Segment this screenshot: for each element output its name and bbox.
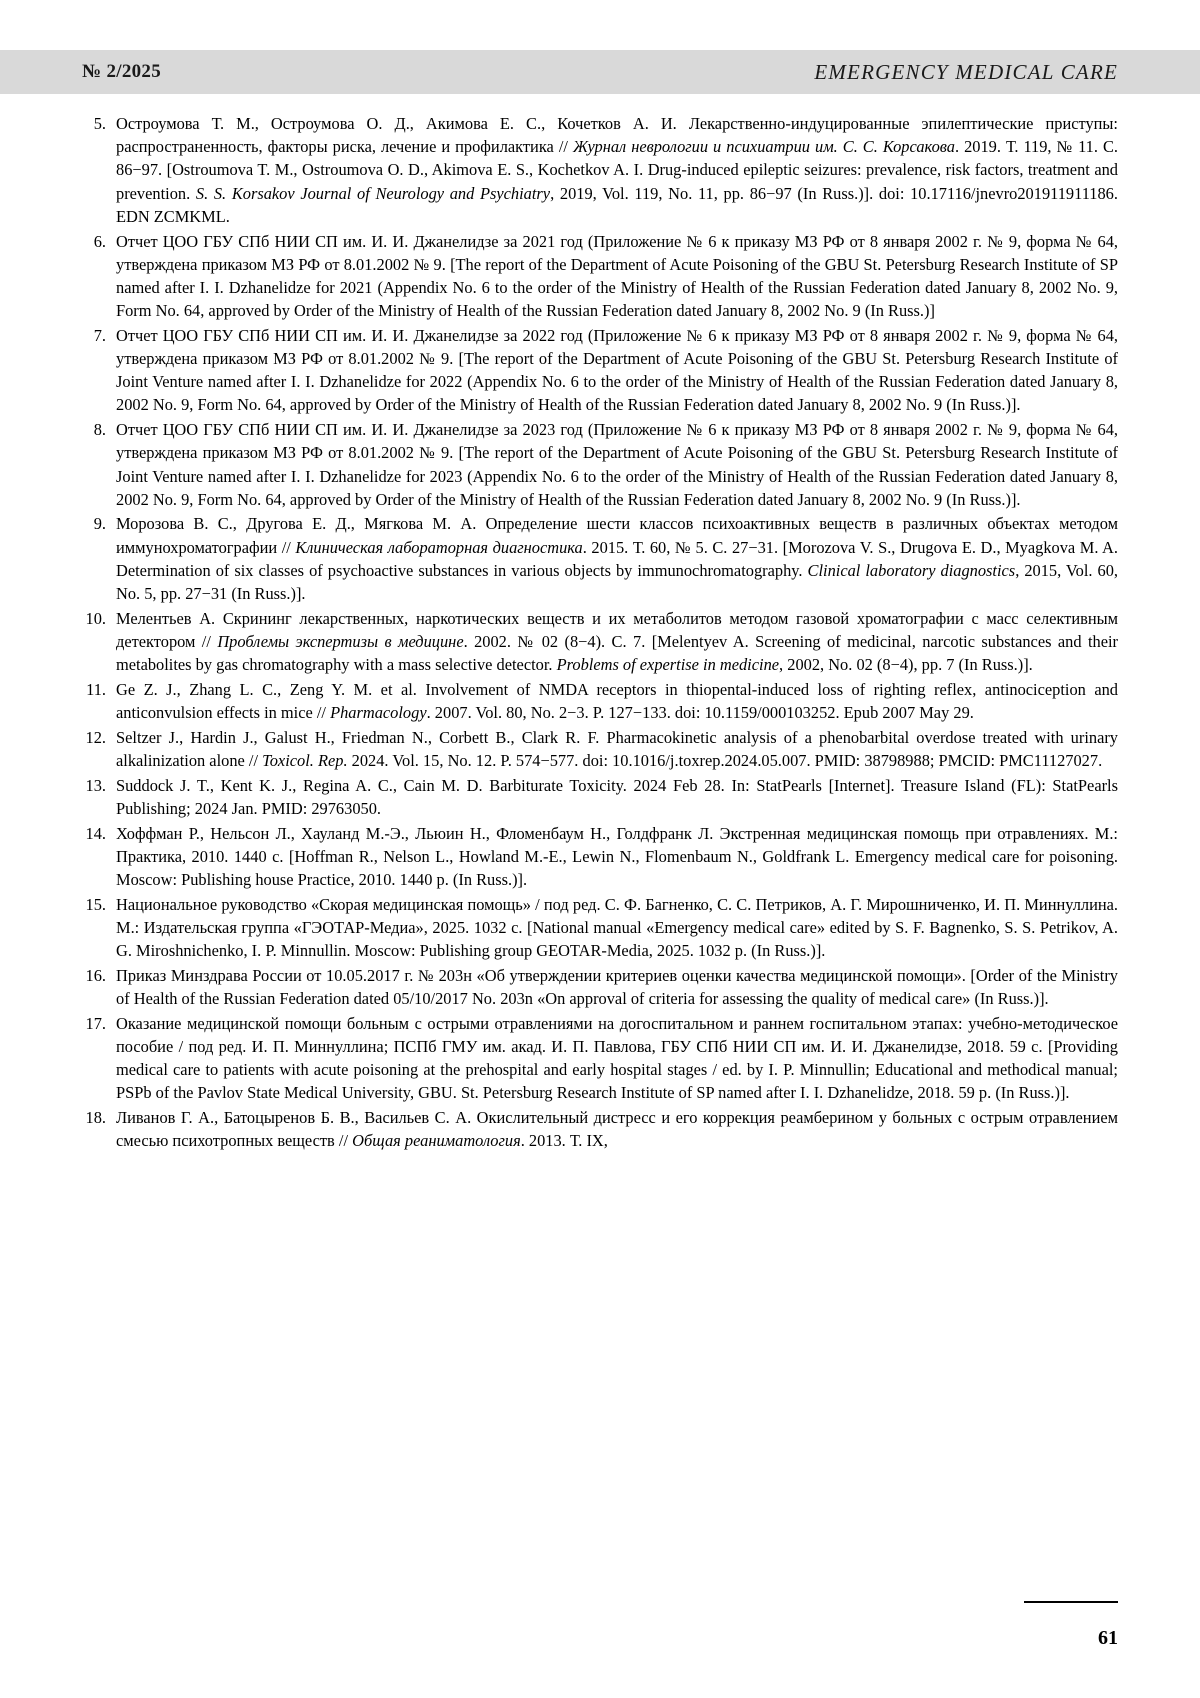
reference-number: 10. [85, 608, 106, 628]
reference-number: 6. [93, 231, 106, 251]
reference-number: 13. [85, 775, 106, 795]
page-number: 61 [1098, 1627, 1118, 1649]
reference-list [82, 112, 1118, 1152]
reference-number: 15. [85, 894, 106, 914]
reference-text: Seltzer J., Hardin J., Galust H., Friedman N., Corbett B., Clark R. F. Pharmacokinetic analysis of a phenobarbital overdose treated with urinary alkalinization alone // Toxicol. Rep. 2024. Vol. 15, No. 12. P. 574−577. doi: 10.1016/j.toxrep.2024.05.007. PMID: 38798988; PMCID: PMC11127027. [116, 727, 1118, 770]
reference-number: 9. [93, 514, 106, 534]
reference-entry [82, 774, 1118, 820]
reference-number: 16. [85, 965, 106, 985]
reference-entry [82, 1012, 1118, 1105]
reference-number: 8. [93, 420, 106, 440]
reference-text: Отчет ЦОО ГБУ СПб НИИ СП им. И. И. Джанелидзе за 2023 год (Приложение № 6 к приказу МЗ РФ от 8 января 2002 г. № 9, форма № 64, утверждена приказом МЗ РФ от 8.01.2002 № 9. [The report of the Department of Acute Poisoning of the GBU St. Petersburg Research Institute of Joint Venture named after I. I. Dzhanelidze for 2023 (Appendix No. 6 to the order of the Ministry of Health of the Russian Federation dated January 8, 2002 No. 9, Form No. 64, approved by Order of the Ministry of Health of the Russian Federation dated January 8, 2002 No. 9 (In Russ.)]. [116, 420, 1118, 509]
reference-entry [82, 822, 1118, 892]
reference-entry [82, 893, 1118, 963]
reference-text: Оказание медицинской помощи больным с острыми отравлениями на догоспитальном и раннем госпитальном этапах: учебно-методическое пособие / под ред. И. П. Миннуллина; ПСПб ГМУ им. акад. И. П. Павлова, ГБУ СПб НИИ СП им. И. И. Джанелидзе, 2018. 59 с. [Providing medical care to patients with acute poisoning at the prehospital and early hospital stages / ed. by I. P. Minnullin; Educational and methodical manual; PSPb of the Pavlov State Medical University, GBU. St. Petersburg Research Institute of SP named after I. I. Dzhanelidze, 2018. 59 p. (In Russ.)]. [116, 1013, 1118, 1103]
reference-text: Отчет ЦОО ГБУ СПб НИИ СП им. И. И. Джанелидзе за 2021 год (Приложение № 6 к приказу МЗ РФ от 8 января 2002 г. № 9, форма № 64, утверждена приказом МЗ РФ от 8.01.2002 № 9. [The report of the Department of Acute Poisoning of the GBU St. Petersburg Research Institute of SP named after I. I. Dzhanelidze for 2021 (Appendix No. 6 to the order of the Ministry of Health of the Russian Federation dated January 8, 2002 No. 9, Form No. 64, approved by Order of the Ministry of Health of the Russian Federation dated January 8, 2002 No. 9 (In Russ.)] [116, 231, 1118, 321]
reference-text: Хоффман Р., Нельсон Л., Хауланд М.-Э., Льюин Н., Фломенбаум Н., Голдфранк Л. Экстренная медицинская помощь при отравлениях. М.: Практика, 2010. 1440 с. [Hoffman R., Nelson L., Howland M.-E., Lewin N., Flomenbaum N., Goldfrank L. Emergency medical care for poisoning. Moscow: Publishing house Practice, 2010. 1440 p. (In Russ.)]. [116, 823, 1118, 889]
reference-text: Остроумова Т. М., Остроумова О. Д., Акимова Е. С., Кочетков А. И. Лекарственно-индуцированные эпилептические приступы: распространенность, факторы риска, лечение и профилактика // Журнал неврологии и психиатрии им. С. С. Корсакова. 2019. Т. 119, № 11. С. 86−97. [Ostroumova T. M., Ostroumova O. D., Akimova E. S., Kochetkov A. I. Drug-induced epileptic seizures: prevalence, risk factors, treatment and prevention. S. S. Korsakov Journal of Neurology and Psychiatry, 2019, Vol. 119, No. 11, pp. 86−97 (In Russ.)]. doi: 10.17116/jnevro201911911186. EDN ZCMKML. [116, 114, 1119, 226]
reference-number: 5. [93, 114, 106, 133]
reference-number: 17. [85, 1013, 106, 1033]
reference-number: 11. [86, 679, 106, 699]
references-section [82, 112, 1118, 1154]
reference-entry [82, 112, 1118, 228]
reference-text: Приказ Минздрава России от 10.05.2017 г. № 203н «Об утверждении критериев оценки качества медицинской помощи». [Order of the Ministry of Health of the Russian Federation dated 05/10/2017 No. 203n «On approval of criteria for assessing the quality of medical care» (In Russ.)]. [116, 965, 1118, 1009]
reference-entry [82, 512, 1118, 605]
reference-number: 18. [85, 1108, 106, 1128]
reference-text: Отчет ЦОО ГБУ СПб НИИ СП им. И. И. Джанелидзе за 2022 год (Приложение № 6 к приказу МЗ РФ от 8 января 2002 г. № 9, форма № 64, утверждена приказом МЗ РФ от 8.01.2002 № 9. [The report of the Department of Acute Poisoning of the GBU St. Petersburg Research Institute of Joint Venture named after I. I. Dzhanelidze for 2022 (Appendix No. 6 to the order of the Ministry of Health of the Russian Federation dated January 8, 2002 No. 9, Form No. 64, approved by Order of the Ministry of Health of the Russian Federation dated January 8, 2002 No. 9 (In Russ.)]. [116, 325, 1118, 415]
page-header [0, 50, 1200, 94]
reference-entry [82, 230, 1118, 323]
reference-number: 7. [93, 325, 106, 345]
reference-text: Морозова В. С., Другова Е. Д., Мягкова М. А. Определение шести классов психоактивных веществ в различных объектах методом иммунохроматографии // Клиническая лабораторная диагностика. 2015. Т. 60, № 5. С. 27−31. [Morozova V. S., Drugova E. D., Myagkova M. A. Determination of six classes of psychoactive substances in various objects by immunochromatography. Clinical laboratory diagnostics, 2015, Vol. 60, No. 5, pp. 27−31 (In Russ.)]. [116, 514, 1119, 604]
journal-title: EMERGENCY MEDICAL CARE [814, 59, 1118, 84]
reference-text: Suddock J. T., Kent K. J., Regina A. C., Cain M. D. Barbiturate Toxicity. 2024 Feb 28. In: StatPearls [Internet]. Treasure Island (FL): StatPearls Publishing; 2024 Jan. PMID: 29763050. [116, 775, 1118, 818]
reference-number: 12. [85, 727, 106, 747]
reference-text: Ливанов Г. А., Батоцыренов Б. В., Васильев С. А. Окислительный дистресс и его коррекция реамберином у больных с острым отравлением смесью психотропных веществ // Общая реаниматология. 2013. Т. IX, [116, 1108, 1118, 1151]
reference-text: Ge Z. J., Zhang L. C., Zeng Y. M. et al. Involvement of NMDA receptors in thiopental-induced loss of righting reflex, antinociception and anticonvulsion effects in mice // Pharmacology. 2007. Vol. 80, No. 2−3. P. 127−133. doi: 10.1159/000103252. Epub 2007 May 29. [116, 679, 1118, 723]
reference-entry [82, 726, 1118, 772]
reference-entry [82, 1106, 1118, 1152]
reference-text: Национальное руководство «Скорая медицинская помощь» / под ред. С. Ф. Багненко, С. С. Петриков, А. Г. Мирошниченко, И. П. Миннуллина. М.: Издательская группа «ГЭОТАР-Медиа», 2025. 1032 с. [National manual «Emergency medical care» edited by S. F. Bagnenko, S. S. Petrikov, A. G. Miroshnichenko, I. P. Minnullin. Moscow: Publishing group GEOTAR-Media, 2025. 1032 p. (In Russ.)]. [116, 894, 1118, 961]
reference-entry [82, 678, 1118, 724]
reference-entry [82, 324, 1118, 417]
issue-label: № 2/2025 [82, 61, 162, 82]
reference-entry [82, 607, 1118, 677]
reference-text: Мелентьев А. Скрининг лекарственных, наркотических веществ и их метаболитов методом газовой хроматографии с масс селективным детектором // Проблемы экспертизы в медицине. 2002. № 02 (8−4). С. 7. [Melentyev A. Screening of medicinal, narcotic substances and their metabolites by gas chromatography with a mass selective detector. Problems of expertise in medicine, 2002, No. 02 (8−4), pp. 7 (In Russ.)]. [116, 608, 1118, 675]
reference-number: 14. [85, 823, 106, 843]
reference-entry [82, 418, 1118, 511]
reference-entry [82, 964, 1118, 1010]
footer-divider [1024, 1601, 1118, 1603]
